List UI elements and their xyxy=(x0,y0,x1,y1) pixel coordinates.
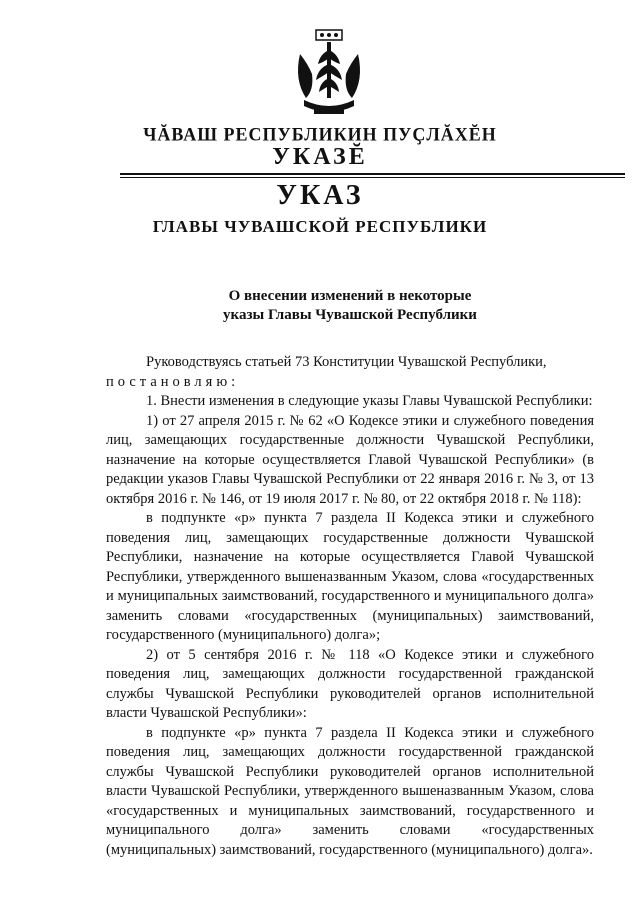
decree-heading: УКАЗ xyxy=(276,180,364,211)
title-line-2: указы Главы Чувашской Республики xyxy=(223,307,477,323)
preamble-text: Руководствуясь статьей 73 Конституции Чувашской Республики, xyxy=(146,354,547,370)
header-divider-thin xyxy=(120,177,625,178)
document-title xyxy=(200,287,500,325)
header-divider xyxy=(120,173,625,175)
paragraph-amendment-1: в подпункте «р» пункта 7 раздела II Кодекса этики и служебного поведения лиц, замещающих государственные должности Чувашской Республики, назначение на которые осуществляется Главой Чувашской Республики, утвержденного вышеназванным Указом, слова «государственных и муниципальных заимствований, государственного и муниципального долга» заменить словами «государственных (муниципальных) заимствований, государственного (муниципального) долга»; xyxy=(106,510,594,643)
document-body xyxy=(106,353,594,860)
paragraph-preamble xyxy=(106,353,594,392)
coat-of-arms-emblem xyxy=(292,28,366,120)
paragraph-subitem-1: 1) от 27 апреля 2015 г. № 62 «О Кодексе этики и служебного поведения лиц, замещающих государственные должности Чувашской Республики, назначение на которые осуществляется Главой Чувашской Республики» (в редакции указов Главы Чувашской Республики от 22 января 2016 г. № 3, от 13 октября 2016 г. № 146, от 19 июля 2017 г. № 80, от 22 октября 2018 г. № 118): xyxy=(106,412,594,507)
chuvash-header-line: ЧĂВАШ РЕСПУБЛИКИН ПУҪЛĂХĔН xyxy=(143,123,497,145)
head-of-republic-heading: ГЛАВЫ ЧУВАШСКОЙ РЕСПУБЛИКИ xyxy=(152,217,488,236)
paragraph-subitem-2: 2) от 5 сентября 2016 г. № 118 «О Кодексе этики и служебного поведения лиц, замещающих должности государственной гражданской службы Чувашской Республики руководителей органов исполнительной власти Чувашской Республики»: xyxy=(106,646,594,721)
chuvash-decree-heading: УКАЗĔ xyxy=(272,144,368,170)
decides-word: постановляю: xyxy=(106,373,240,390)
paragraph-amendment-2: в подпункте «р» пункта 7 раздела II Кодекса этики и служебного поведения лиц, замещающих должности государственной гражданской службы Чувашской Республики руководителей органов исполнительной власти Чувашской Республики, утвержденного вышеназванным Указом, слова «государственных и муниципальных заимствований, государственного и муниципального долга» заменить словами «государственных (муниципальных) заимствований, государственного (муниципального) долга». xyxy=(106,724,594,858)
paragraph-item-1: 1. Внести изменения в следующие указы Главы Чувашской Республики: xyxy=(146,393,593,409)
title-line-1: О внесении изменений в некоторые xyxy=(228,288,472,304)
